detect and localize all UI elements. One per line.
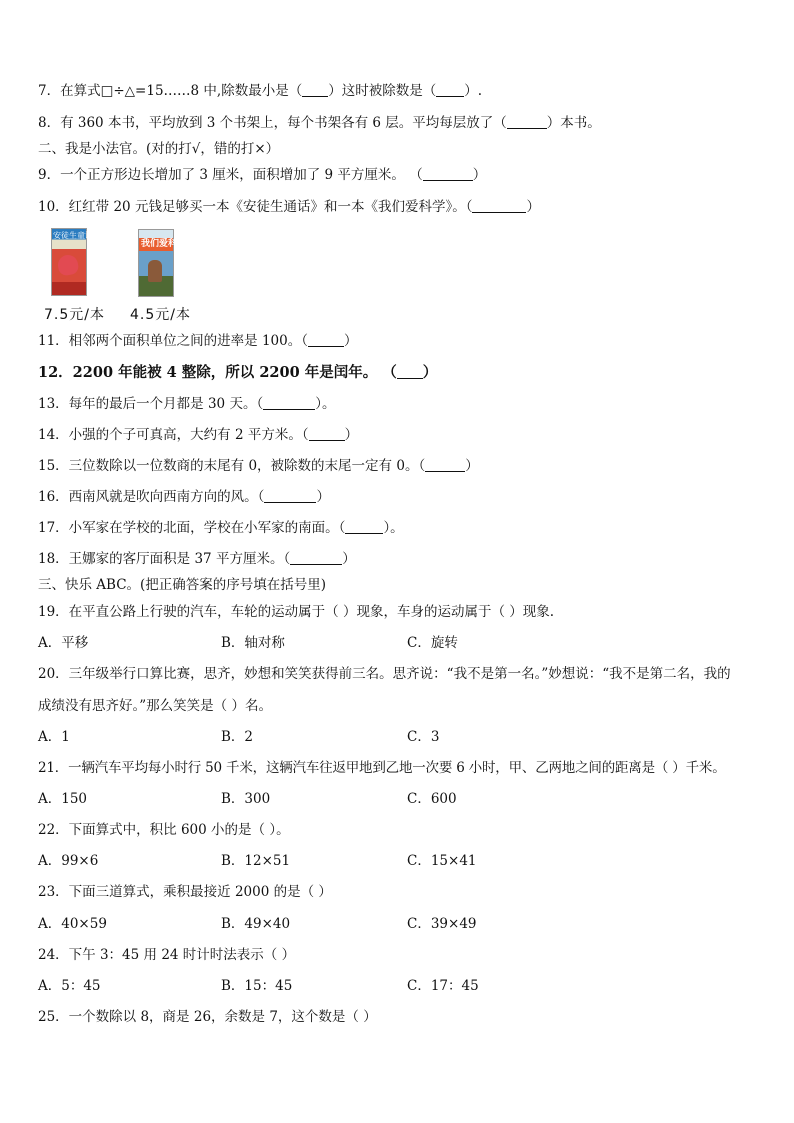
- question-12: 12．2200 年能被 4 整除，所以 2200 年是闰年。 （ ）: [38, 364, 438, 381]
- option-c[interactable]: C．旋转: [407, 635, 458, 651]
- book-cover-science: 我们爱科学: [138, 229, 174, 297]
- question-20-line-1: 20．三年级举行口算比赛，思齐，妙想和笑笑获得前三名。思齐说：“我不是第一名。”妙想说：“我不是第二名，我的: [38, 666, 731, 682]
- question-18: 18．王娜家的客厅面积是 37 平方厘米。（ ）: [38, 551, 356, 567]
- question-21: 21．一辆汽车平均每小时行 50 千米，这辆汽车往返甲地到乙地一次要 6 小时，甲、乙两地之间的距离是（ ）千米。: [38, 760, 726, 776]
- question-23: 23．下面三道算式，乘积最接近 2000 的是（ ）: [38, 884, 332, 900]
- option-b[interactable]: B．15：45: [221, 978, 293, 994]
- answer-blank[interactable]: [308, 333, 344, 347]
- answer-blank[interactable]: [345, 520, 383, 534]
- question-14: 14．小强的个子可真高，大约有 2 平方米。（ ）: [38, 427, 359, 443]
- question-20-line-2: 成绩没有思齐好。”那么笑笑是（ ）名。: [38, 698, 272, 714]
- question-11: 11．相邻两个面积单位之间的进率是 100。（ ）: [38, 333, 358, 349]
- answer-blank[interactable]: [302, 83, 328, 97]
- question-22: 22．下面算式中，积比 600 小的是（ ）。: [38, 822, 290, 838]
- option-c[interactable]: C．39×49: [407, 916, 477, 932]
- answer-blank[interactable]: [264, 489, 316, 503]
- answer-blank[interactable]: [507, 115, 547, 129]
- option-a[interactable]: A．150: [38, 791, 88, 807]
- section-3-heading: 三、快乐 ABC。(把正确答案的序号填在括号里): [38, 577, 327, 593]
- option-a[interactable]: A．5：45: [38, 978, 101, 994]
- question-13: 13．每年的最后一个月都是 30 天。（ ）。: [38, 396, 336, 412]
- price-book-1: 7.5元/本: [44, 307, 105, 323]
- section-2-heading: 二、我是小法官。(对的打√，错的打×）: [38, 141, 280, 157]
- answer-blank[interactable]: [425, 458, 465, 472]
- option-c[interactable]: C．600: [407, 791, 457, 807]
- question-15: 15．三位数除以一位数商的末尾有 0，被除数的末尾一定有 0。（ ）: [38, 458, 479, 474]
- question-24: 24．下午 3：45 用 24 时计时法表示（ ）: [38, 947, 296, 963]
- option-c[interactable]: C．17：45: [407, 978, 479, 994]
- option-a[interactable]: A．1: [38, 729, 70, 745]
- figure-illustration: [148, 260, 162, 282]
- answer-blank[interactable]: [397, 365, 423, 379]
- option-b[interactable]: B．12×51: [221, 853, 291, 869]
- answer-blank[interactable]: [290, 551, 342, 565]
- question-17: 17．小军家在学校的北面，学校在小军家的南面。（ ）。: [38, 520, 404, 536]
- answer-blank[interactable]: [423, 167, 473, 181]
- option-b[interactable]: B．49×40: [221, 916, 291, 932]
- answer-blank[interactable]: [436, 83, 464, 97]
- answer-blank[interactable]: [263, 396, 315, 410]
- option-a[interactable]: A．平移: [38, 635, 89, 651]
- answer-blank[interactable]: [309, 427, 345, 441]
- book-cover-andersen: 安徒生童话: [51, 228, 87, 296]
- question-10: 10．红红带 20 元钱足够买一本《安徒生通话》和一本《我们爱科学》。（ ）: [38, 199, 540, 215]
- option-b[interactable]: B．300: [221, 791, 271, 807]
- option-c[interactable]: C．15×41: [407, 853, 477, 869]
- question-19: 19．在平直公路上行驶的汽车，车轮的运动属于（ ）现象，车身的运动属于（ ）现象.: [38, 604, 555, 620]
- option-b[interactable]: B．2: [221, 729, 254, 745]
- question-25: 25．一个数除以 8，商是 26，余数是 7，这个数是（ ）: [38, 1009, 377, 1025]
- question-9: 9．一个正方形边长增加了 3 厘米，面积增加了 9 平方厘米。 （ ）: [38, 167, 487, 183]
- price-book-2: 4.5元/本: [130, 307, 191, 323]
- option-a[interactable]: A．99×6: [38, 853, 99, 869]
- question-8: 8．有 360 本书，平均放到 3 个书架上，每个书架各有 6 层。平均每层放了（ ）本书。: [38, 115, 601, 131]
- option-a[interactable]: A．40×59: [38, 916, 107, 932]
- option-c[interactable]: C．3: [407, 729, 440, 745]
- answer-blank[interactable]: [472, 199, 526, 213]
- question-7: 7．在算式□÷△=15……8 中,除数最小是（ ）这时被除数是（ ）.: [38, 83, 482, 99]
- option-b[interactable]: B．轴对称: [221, 635, 285, 651]
- question-16: 16．西南风就是吹向西南方向的风。（ ）: [38, 489, 330, 505]
- heart-illustration: [56, 253, 79, 276]
